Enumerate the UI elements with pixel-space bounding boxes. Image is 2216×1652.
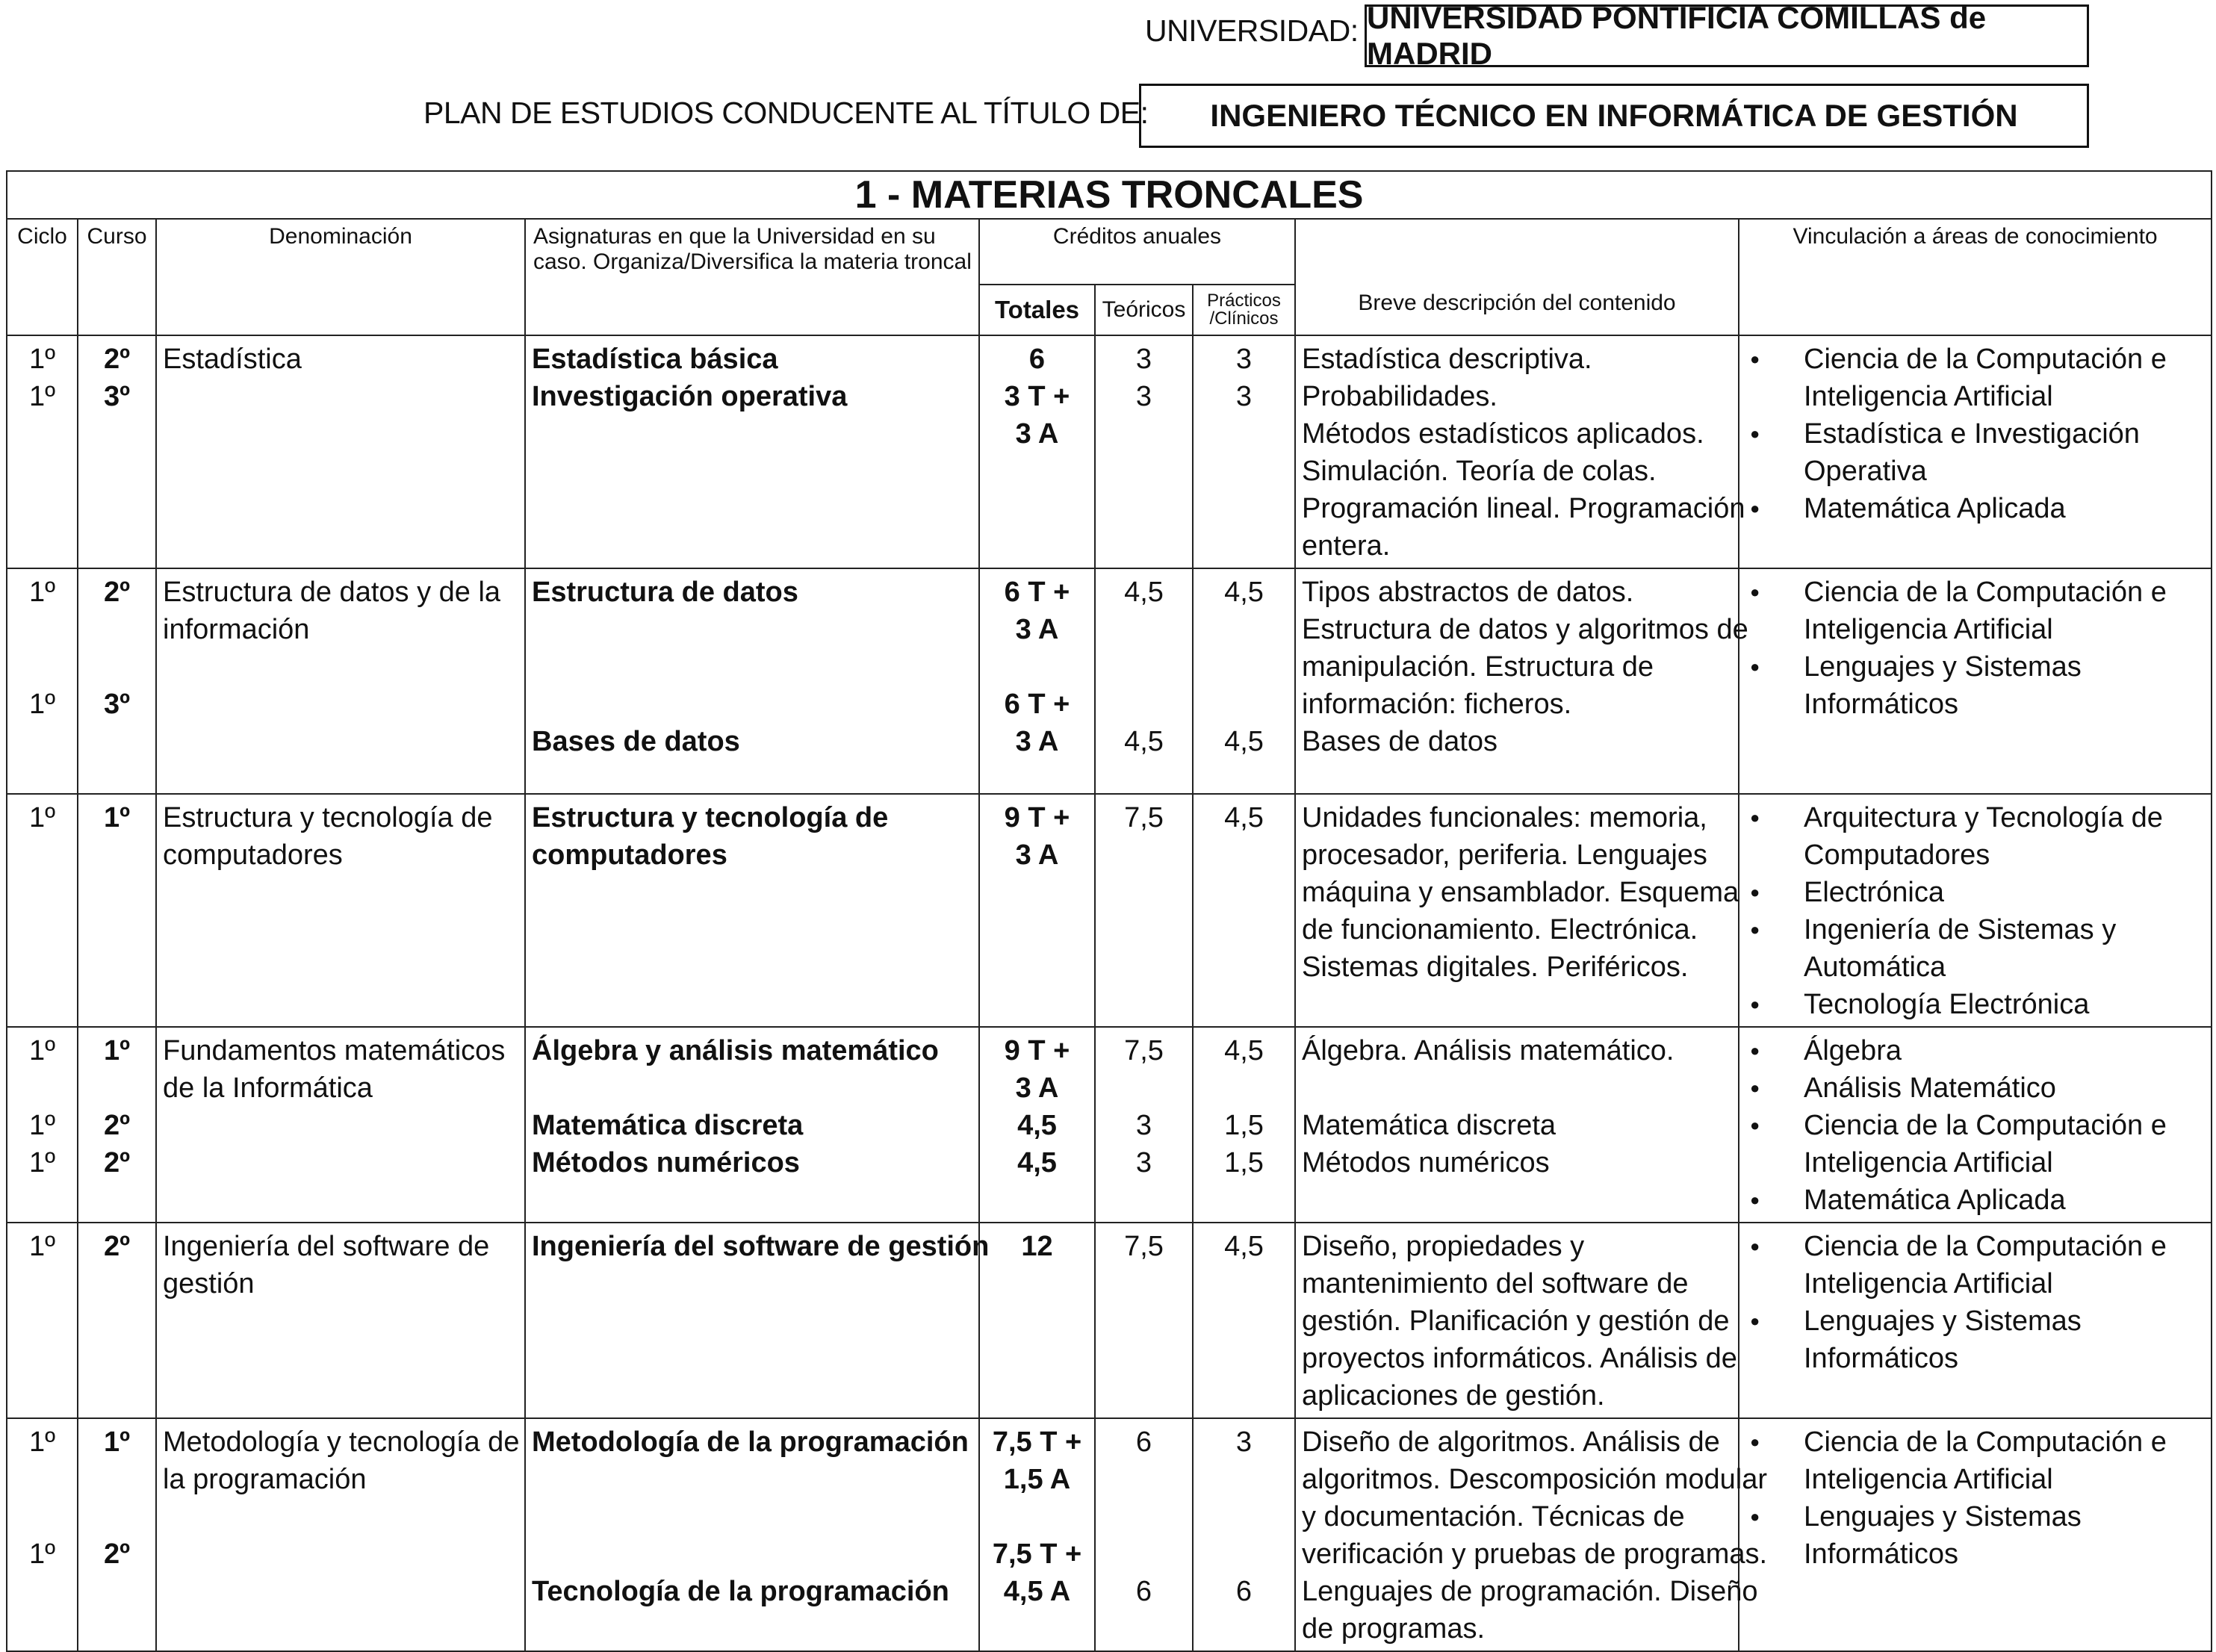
list-item: ● Álgebra (1745, 1032, 2205, 1069)
list-item: ● Ingeniería de Sistemas y Automática (1745, 911, 2205, 986)
asignaturas-cell: Ingeniería del software de gestión (525, 1223, 979, 1418)
list-item: ● Ciencia de la Computación e Inteligencia Artificial (1745, 1228, 2205, 1302)
list-item: ● Matemática Aplicada (1745, 490, 2205, 527)
practicos-cell: 3 6 (1193, 1418, 1295, 1651)
teoricos-cell: 7,5 3 3 (1095, 1027, 1193, 1223)
descripcion-cell: Unidades funcionales: memoria, procesador, periferia. Lenguajes máquina y ensamblador. Esquema de funcionamiento. Electrónica. Sistemas digitales. Periféricos. (1295, 794, 1739, 1027)
vinculacion-cell (1739, 1027, 2212, 1223)
curso-cell: 1º 2º 2º (78, 1027, 156, 1223)
plan-value: INGENIERO TÉCNICO EN INFORMÁTICA DE GESTIÓN (1210, 98, 2018, 133)
vinculacion-cell (1739, 794, 2212, 1027)
totales-cell: 6 3 T + 3 A (979, 335, 1095, 568)
col-totales: Totales (979, 285, 1095, 335)
practicos-cell: 4,5 1,5 1,5 (1193, 1027, 1295, 1223)
curso-cell: 1º 2º (78, 1418, 156, 1651)
table-title: 1 - MATERIAS TRONCALES (7, 171, 2212, 219)
totales-cell: 9 T + 3 A (979, 794, 1095, 1027)
denominacion-cell: Fundamentos matemáticos de la Informática (156, 1027, 525, 1223)
list-item: ● Tecnología Electrónica (1745, 986, 2205, 1023)
denominacion-cell: Estructura de datos y de la información (156, 568, 525, 794)
totales-cell: 12 (979, 1223, 1095, 1418)
col-practicos-line2: /Clínicos (1209, 308, 1279, 329)
descripcion-cell: Tipos abstractos de datos. Estructura de datos y algoritmos de manipulación. Estructura de información: ficheros. Bases de datos (1295, 568, 1739, 794)
teoricos-cell: 4,5 4,5 (1095, 568, 1193, 794)
list-item: ● Arquitectura y Tecnología de Computadores (1745, 799, 2205, 874)
asignaturas-cell: Estructura y tecnología de computadores (525, 794, 979, 1027)
table-row (7, 1418, 2212, 1651)
list-item: ● Matemática Aplicada (1745, 1181, 2205, 1219)
ciclo-cell: 1º (7, 1223, 78, 1418)
descripcion-cell: Diseño de algoritmos. Análisis de algoritmos. Descomposición modular y documentación. Técnicas de verificación y pruebas de programas. Lenguajes de programación. Diseño de programas. (1295, 1418, 1739, 1651)
list-item: ● Ciencia de la Computación e Inteligencia Artificial (1745, 574, 2205, 648)
vinculacion-cell (1739, 335, 2212, 568)
university-value: UNIVERSIDAD PONTIFICIA COMILLAS de MADRID (1367, 0, 1987, 71)
ciclo-cell: 1º 1º 1º (7, 1027, 78, 1223)
list-item: ● Electrónica (1745, 874, 2205, 911)
descripcion-cell: Diseño, propiedades y mantenimiento del software de gestión. Planificación y gestión de proyectos informáticos. Análisis de aplicaciones de gestión. (1295, 1223, 1739, 1418)
teoricos-cell: 7,5 (1095, 1223, 1193, 1418)
curso-cell: 1º (78, 794, 156, 1027)
denominacion-cell: Estructura y tecnología de computadores (156, 794, 525, 1027)
practicos-cell: 4,5 (1193, 794, 1295, 1027)
col-creditos: Créditos anuales (979, 219, 1295, 285)
practicos-cell: 4,5 4,5 (1193, 568, 1295, 794)
plan-label: PLAN DE ESTUDIOS CONDUCENTE AL TÍTULO DE: (423, 96, 1149, 130)
vinculacion-cell (1739, 568, 2212, 794)
asignaturas-cell: Álgebra y análisis matemático Matemática discreta Métodos numéricos (525, 1027, 979, 1223)
ciclo-cell: 1º 1º (7, 335, 78, 568)
col-descripcion: Breve descripción del contenido (1295, 219, 1739, 335)
table-row (7, 335, 2212, 568)
list-item: ● Estadística e Investigación Operativa (1745, 415, 2205, 490)
denominacion-cell: Estadística (156, 335, 525, 568)
practicos-cell: 3 3 (1193, 335, 1295, 568)
denominacion-cell: Ingeniería del software de gestión (156, 1223, 525, 1418)
table-row (7, 1223, 2212, 1418)
asignaturas-cell: Estructura de datos Bases de datos (525, 568, 979, 794)
ciclo-cell: 1º (7, 794, 78, 1027)
totales-cell: 6 T + 3 A 6 T + 3 A (979, 568, 1095, 794)
col-practicos-line1: Prácticos (1207, 291, 1281, 311)
table-row (7, 794, 2212, 1027)
asignaturas-cell: Estadística básica Investigación operativa (525, 335, 979, 568)
col-vinculacion: Vinculación a áreas de conocimiento (1739, 219, 2212, 335)
university-value-box (1365, 0, 2089, 71)
university-label: UNIVERSIDAD: (1145, 13, 1359, 48)
list-item: ● Lenguajes y Sistemas Informáticos (1745, 1302, 2205, 1377)
plan-value-box (1139, 84, 2089, 148)
list-item: ● Ciencia de la Computación e Inteligencia Artificial (1745, 1423, 2205, 1498)
col-practicos (1193, 285, 1295, 335)
asignaturas-cell: Metodología de la programación Tecnología de la programación (525, 1418, 979, 1651)
list-item: ● Análisis Matemático (1745, 1069, 2205, 1107)
vinculacion-cell (1739, 1418, 2212, 1651)
denominacion-cell: Metodología y tecnología de la programación (156, 1418, 525, 1651)
col-denominacion: Denominación (156, 219, 525, 335)
table-row (7, 1027, 2212, 1223)
teoricos-cell: 3 3 (1095, 335, 1193, 568)
col-asignaturas (525, 219, 979, 335)
totales-cell: 7,5 T + 1,5 A 7,5 T + 4,5 A (979, 1418, 1095, 1651)
totales-cell: 9 T + 3 A 4,5 4,5 (979, 1027, 1095, 1223)
list-item: ● Lenguajes y Sistemas Informáticos (1745, 648, 2205, 723)
col-teoricos: Teóricos (1095, 285, 1193, 335)
curso-cell: 2º 3º (78, 568, 156, 794)
list-item: ● Ciencia de la Computación e Inteligencia Artificial (1745, 341, 2205, 415)
curso-cell: 2º 3º (78, 335, 156, 568)
list-item: ● Lenguajes y Sistemas Informáticos (1745, 1498, 2205, 1573)
list-item: ● Ciencia de la Computación e Inteligencia Artificial (1745, 1107, 2205, 1181)
vinculacion-cell (1739, 1223, 2212, 1418)
curso-cell: 2º (78, 1223, 156, 1418)
col-asignaturas-line1: Asignaturas en que la Universidad en su (533, 224, 936, 249)
ciclo-cell: 1º 1º (7, 1418, 78, 1651)
teoricos-cell: 7,5 (1095, 794, 1193, 1027)
col-asignaturas-line2: caso. Organiza/Diversifica la materia troncal (533, 249, 972, 274)
table-row (7, 568, 2212, 794)
teoricos-cell: 6 6 (1095, 1418, 1193, 1651)
materias-troncales-table (6, 170, 2212, 1652)
col-curso: Curso (78, 219, 156, 335)
practicos-cell: 4,5 (1193, 1223, 1295, 1418)
col-ciclo: Ciclo (7, 219, 78, 335)
descripcion-cell: Estadística descriptiva. Probabilidades. Métodos estadísticos aplicados. Simulación. Teoría de colas. Programación lineal. Programación entera. (1295, 335, 1739, 568)
ciclo-cell: 1º 1º (7, 568, 78, 794)
descripcion-cell: Álgebra. Análisis matemático. Matemática discreta Métodos numéricos (1295, 1027, 1739, 1223)
